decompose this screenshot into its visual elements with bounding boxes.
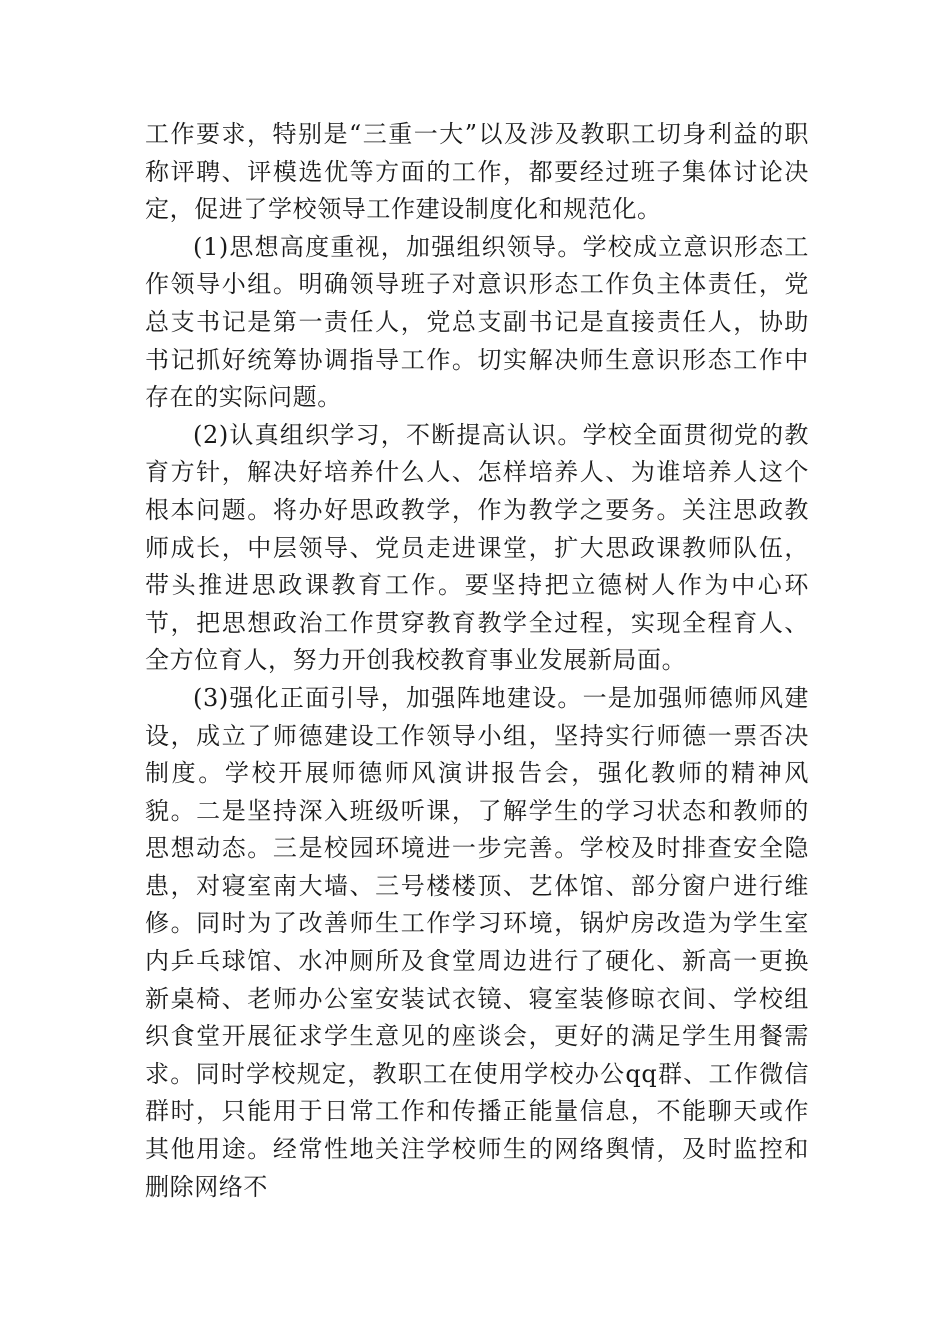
paragraph-item-1: (1)思想高度重视，加强组织领导。学校成立意识形态工作领导小组。明确领导班子对意识形态工作负主体责任，党总支书记是第一责任人，党总支副书记是直接责任人，协助书记抓好统筹协调指导工作。切实解决师生意识形态工作中存在的实际问题。 — [145, 232, 809, 412]
body-text — [145, 116, 809, 1206]
paragraph-continuation: 工作要求，特别是“三重一大”以及涉及教职工切身利益的职称评聘、评模选优等方面的工作，都要经过班子集体讨论决定，促进了学校领导工作建设制度化和规范化。 — [145, 120, 809, 224]
paragraph-item-2: (2)认真组织学习，不断提高认识。学校全面贯彻党的教育方针，解决好培养什么人、怎样培养人、为谁培养人这个根本问题。将办好思政教学，作为教学之要务。关注思政教师成长，中层领导、党员走进课堂，扩大思政课教师队伍，带头推进思政课教育工作。要坚持把立德树人作为中心环节，把思想政治工作贯穿教育教学全过程，实现全程育人、全方位育人，努力开创我校教育事业发展新局面。 — [145, 420, 809, 675]
paragraph-item-3: (3)强化正面引导，加强阵地建设。一是加强师德师风建设，成立了师德建设工作领导小组，坚持实行师德一票否决制度。学校开展师德师风演讲报告会，强化教师的精神风貌。二是坚持深入班级听课，了解学生的学习状态和教师的思想动态。三是校园环境进一步完善。学校及时排查安全隐患，对寝室南大墙、三号楼楼顶、艺体馆、部分窗户进行维修。同时为了改善师生工作学习环境，锅炉房改造为学生室内乒乓球馆、水冲厕所及食堂周边进行了硬化、新高一更换新桌椅、老师办公室安装试衣镜、寝室装修晾衣间、学校组织食堂开展征求学生意见的座谈会，更好的满足学生用餐需求。同时学校规定，教职工在使用学校办公qq群、工作微信群时，只能用于日常工作和传播正能量信息，不能聊天或作其他用途。经常性地关注学校师生的网络舆情，及时监控和删除网络不 — [145, 683, 809, 1201]
